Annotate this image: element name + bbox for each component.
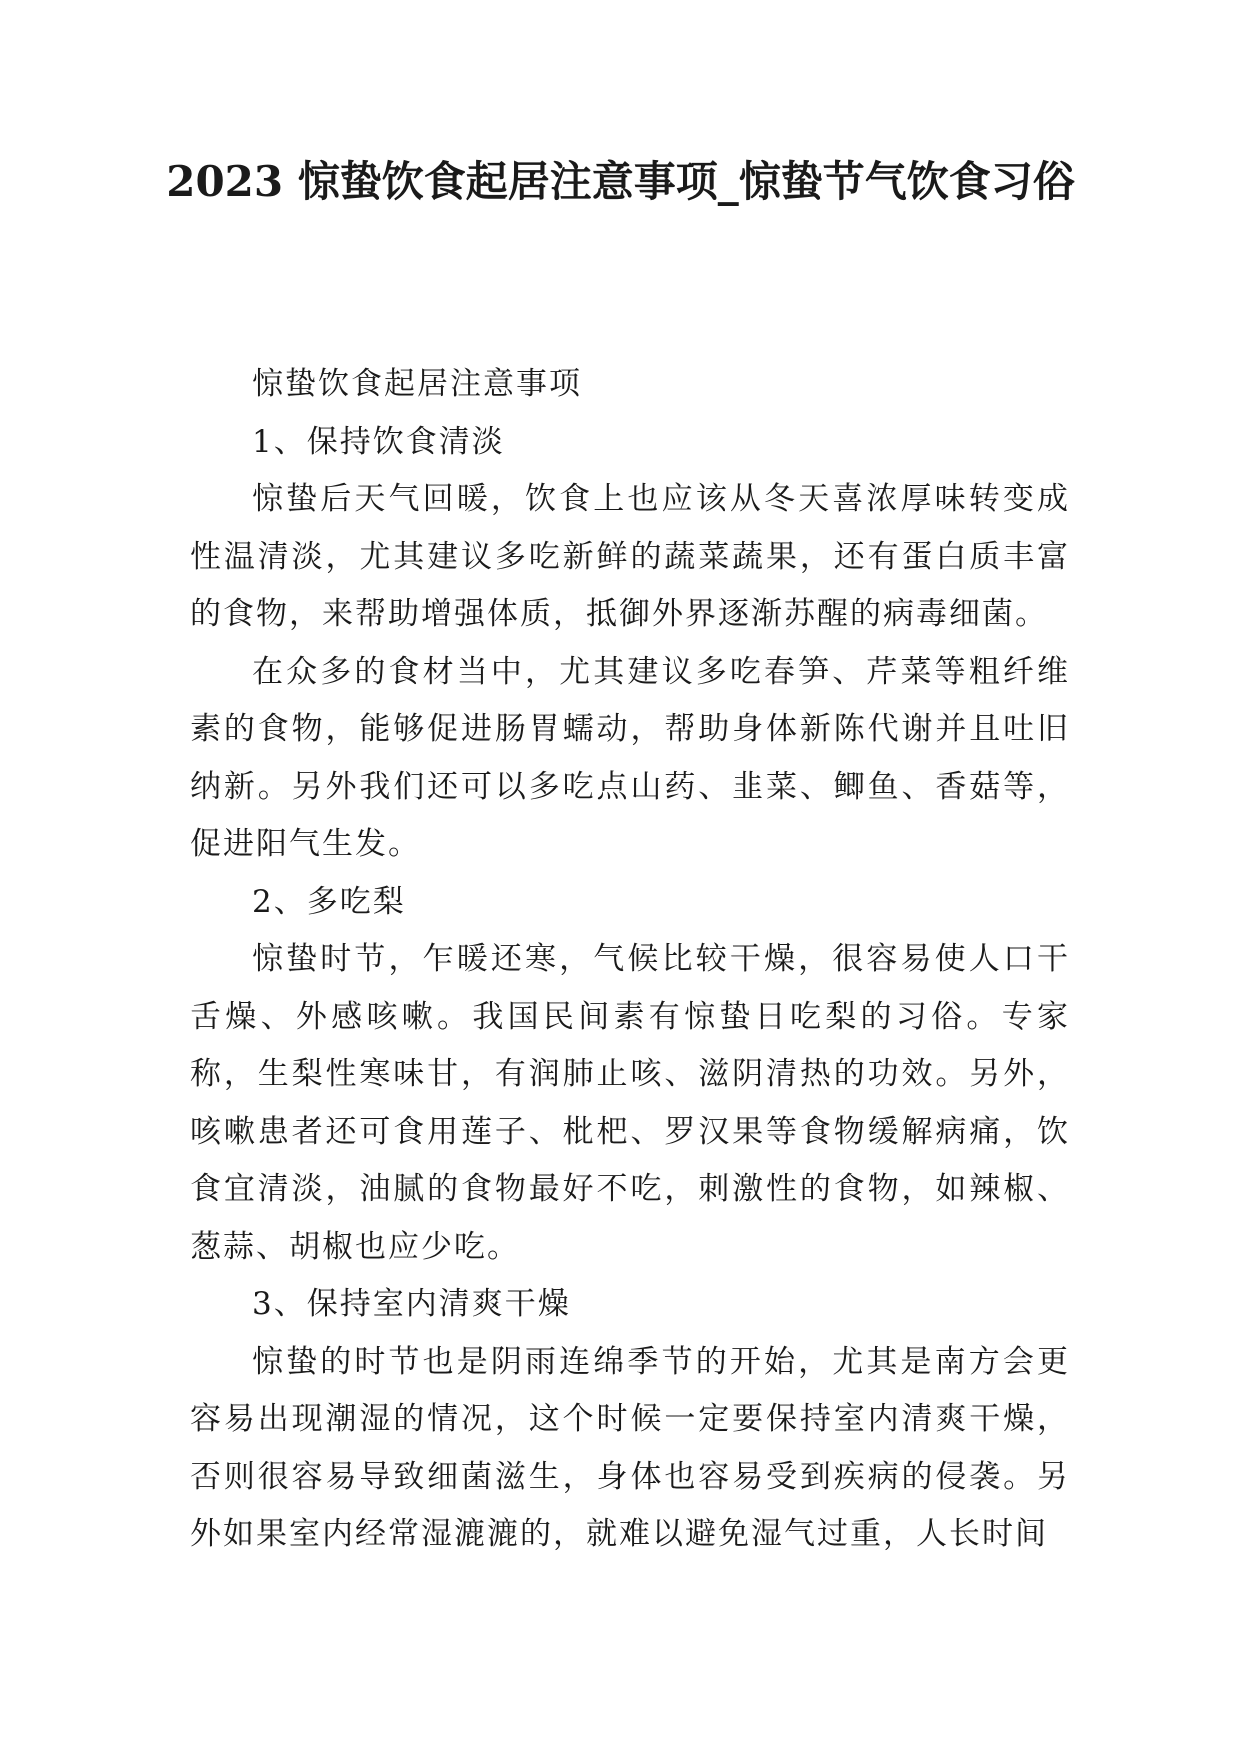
paragraph: 在众多的食材当中，尤其建议多吃春笋、芹菜等粗纤维素的食物，能够促进肠胃蠕动，帮助身体新陈代谢并且吐旧纳新。另外我们还可以多吃点山药、韭菜、鲫鱼、香菇等，促进阳气生发。 bbox=[190, 653, 1070, 862]
subheading-3: 3、保持室内清爽干燥 bbox=[252, 1286, 571, 1322]
document-title: 2023 惊蛰饮食起居注意事项_惊蛰节气饮食习俗 bbox=[166, 157, 1075, 206]
paragraph: 惊蛰后天气回暖，饮食上也应该从冬天喜浓厚味转变成性温清淡，尤其建议多吃新鲜的蔬菜蔬果，还有蛋白质丰富的食物，来帮助增强体质，抵御外界逐渐苏醒的病毒细菌。 bbox=[190, 481, 1070, 632]
paragraph: 惊蛰的时节也是阴雨连绵季节的开始，尤其是南方会更容易出现潮湿的情况，这个时候一定要保持室内清爽干燥，否则很容易导致细菌滋生，身体也容易受到疾病的侵袭。另外如果室内经常湿漉漉的，就难以避免湿气过重，人长时间 bbox=[190, 1343, 1070, 1552]
subheading-2: 2、多吃梨 bbox=[252, 883, 406, 920]
document-body bbox=[190, 356, 1070, 1564]
paragraph: 惊蛰时节，乍暖还寒，气候比较干燥，很容易使人口干舌燥、外感咳嗽。我国民间素有惊蛰日吃梨的习俗。专家称，生梨性寒味甘，有润肺止咳、滋阴清热的功效。另外，咳嗽患者还可食用莲子、枇杷、罗汉果等食物缓解病痛，饮食宜清淡，油腻的食物最好不吃，刺激性的食物，如辣椒、葱蒜、胡椒也应少吃。 bbox=[190, 941, 1070, 1265]
subheading-1: 1、保持饮食清淡 bbox=[252, 423, 505, 460]
section-heading: 惊蛰饮食起居注意事项 bbox=[252, 366, 582, 402]
